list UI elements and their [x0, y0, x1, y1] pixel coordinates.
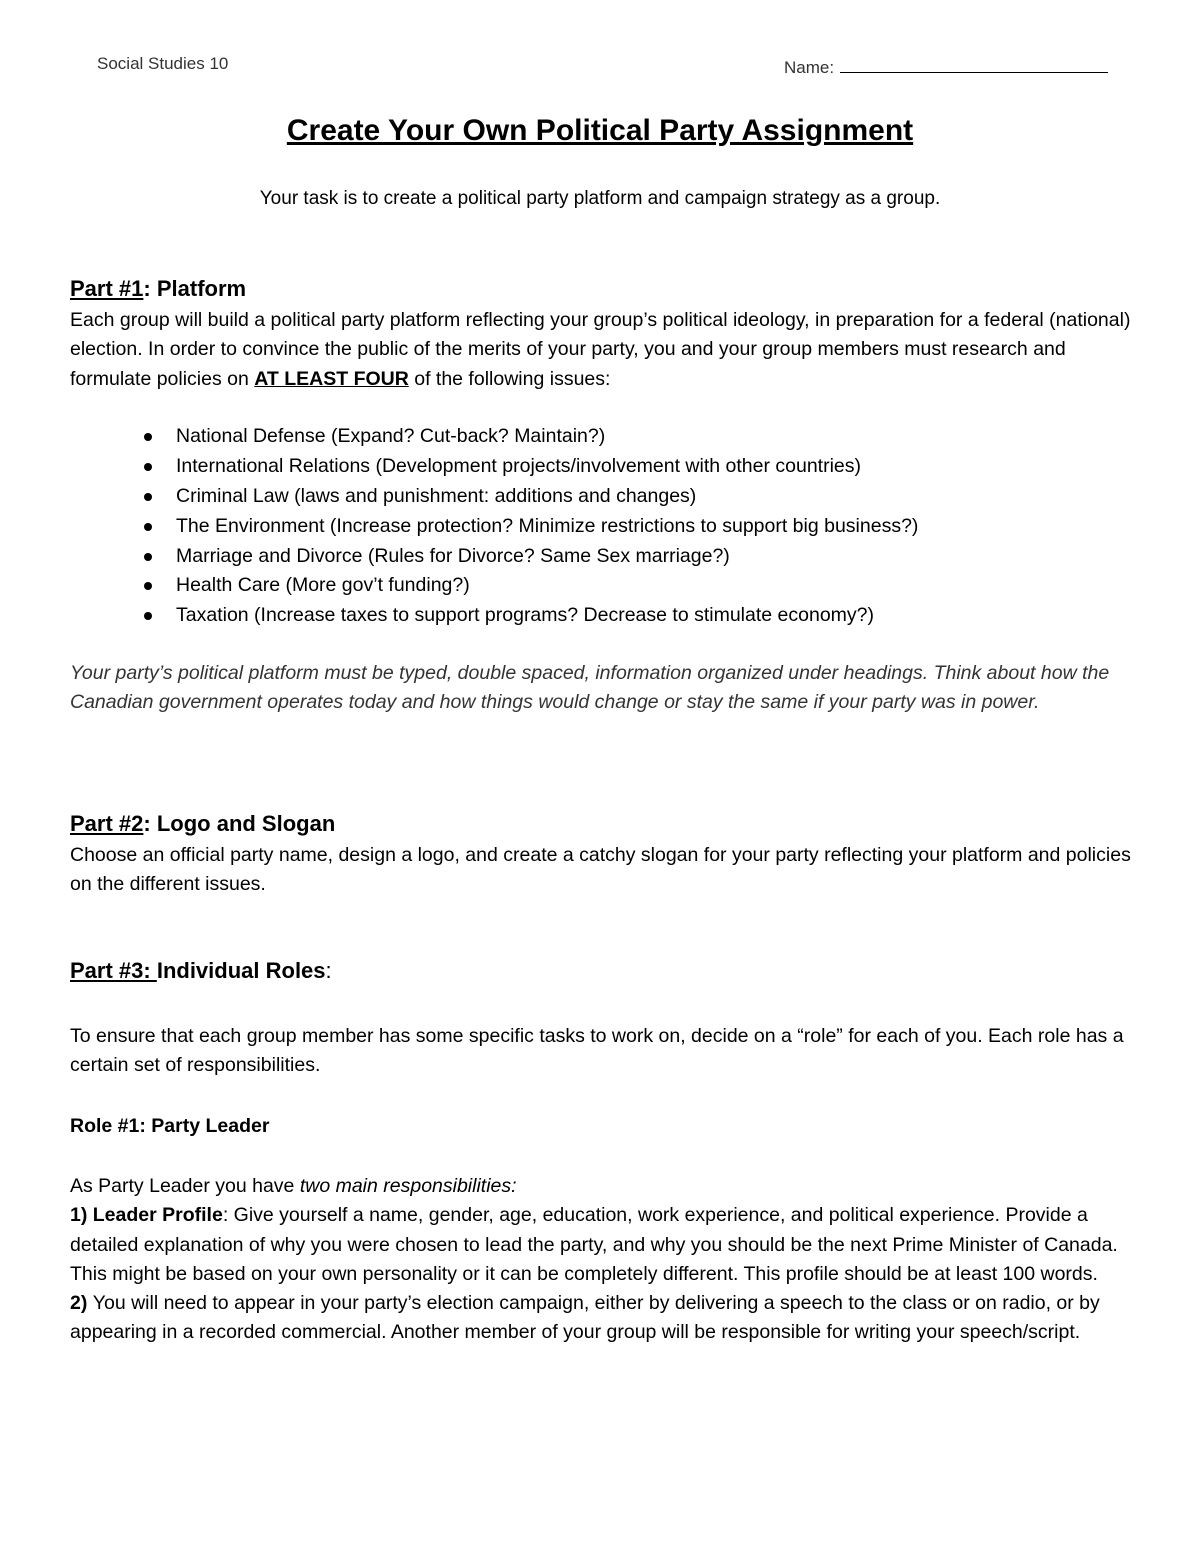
page-title: Create Your Own Political Party Assignment: [286, 114, 914, 147]
role1-responsibility-2: [70, 1289, 1135, 1348]
bullet-icon: [144, 493, 152, 501]
part1-sep: :: [143, 276, 157, 301]
part2-text: Choose an official party name, design a logo, and create a catchy slogan for your party reflecting your platform and policies on the different issues.: [70, 844, 1131, 896]
part3-title: Individual Roles: [156, 958, 326, 983]
part3-heading: [70, 958, 332, 984]
issue-text: Marriage and Divorce (Rules for Divorce? Same Sex marriage?): [176, 544, 730, 567]
list-item: [70, 482, 918, 512]
part2-heading: [70, 811, 335, 837]
issue-text: The Environment (Increase protection? Minimize restrictions to support big business?): [176, 514, 919, 537]
bullet-icon: [144, 612, 152, 620]
page-subtitle: Your task is to create a political party platform and campaign strategy as a group.: [259, 188, 941, 209]
r1-label: Leader Profile: [92, 1204, 223, 1227]
list-item: [70, 542, 918, 572]
issue-text: Taxation (Increase taxes to support programs? Decrease to stimulate economy?): [176, 604, 875, 627]
role1-responsibility-1: [70, 1201, 1135, 1289]
name-blank-line: [840, 54, 1108, 73]
issues-list: [70, 422, 918, 631]
list-item: [70, 422, 918, 452]
part3-text: To ensure that each group member has some specific tasks to work on, decide on a “role” for each of you. Each role has a certain set of responsibilities.: [70, 1025, 1124, 1077]
issue-text: Criminal Law (laws and punishment: additions and changes): [176, 484, 697, 507]
r2-text: You will need to appear in your party’s election campaign, either by delivering a speech to the class or on radio, or by appearing in a recorded commercial. Another member of your group will be responsible for writing your speech/script.: [70, 1292, 1100, 1344]
list-item: [70, 571, 918, 601]
part1-intro: [70, 306, 1135, 394]
issue-text: Health Care (More gov’t funding?): [176, 574, 470, 597]
part2-title: Logo and Slogan: [156, 811, 336, 836]
role1-body: [70, 1172, 1135, 1348]
part2-sep: :: [143, 811, 157, 836]
part3-colon: :: [325, 958, 332, 983]
part2-label: Part #2: [70, 811, 144, 836]
list-item: [70, 452, 918, 482]
part3-label: Part #3:: [70, 958, 157, 983]
list-item: [70, 601, 918, 631]
role1-intro-text: As Party Leader you have: [70, 1175, 300, 1197]
name-field: [784, 54, 1108, 78]
issue-text: International Relations (Development projects/involvement with other countries): [176, 454, 862, 477]
r2-number: 2): [70, 1292, 93, 1315]
part1-intro-end: of the following issues:: [408, 367, 611, 390]
bullet-icon: [144, 433, 152, 441]
bullet-icon: [144, 523, 152, 531]
part1-note: Your party’s political platform must be typed, double spaced, information organized under headings. Think about how the Canadian government operates today and how things would change or stay the same if your party was in power.: [70, 662, 1110, 714]
role1-heading: Role #1: Party Leader: [70, 1115, 270, 1137]
part1-emphasis: AT LEAST FOUR: [254, 367, 409, 390]
role1-intro-italic: two main responsibilities:: [299, 1175, 517, 1197]
bullet-icon: [144, 553, 152, 561]
part1-heading: [70, 276, 246, 302]
r1-text: : Give yourself a name, gender, age, education, work experience, and political experience. Provide a detailed explanation of why you were chosen to lead the party, and why you should be the next Prime Minister of Canada. This might be based on your own personality or it can be completely different. This profile should be at least 100 words.: [70, 1204, 1118, 1285]
issue-text: National Defense (Expand? Cut-back? Maintain?): [176, 425, 606, 447]
role1-intro: [70, 1172, 1135, 1201]
part1-intro-text: Each group will build a political party platform reflecting your group’s political ideology, in preparation for a federal (national) election. In order to convince the public of the merits of your party, you and your group members must research and formulate policies on: [70, 309, 1131, 390]
bullet-icon: [144, 463, 152, 471]
part1-title: Platform: [156, 276, 247, 301]
course-label: Social Studies 10: [97, 54, 229, 73]
bullet-icon: [144, 582, 152, 590]
list-item: [70, 512, 918, 542]
part1-label: Part #1: [70, 276, 144, 301]
r1-number: 1): [70, 1204, 93, 1227]
name-label: Name:: [784, 58, 835, 77]
